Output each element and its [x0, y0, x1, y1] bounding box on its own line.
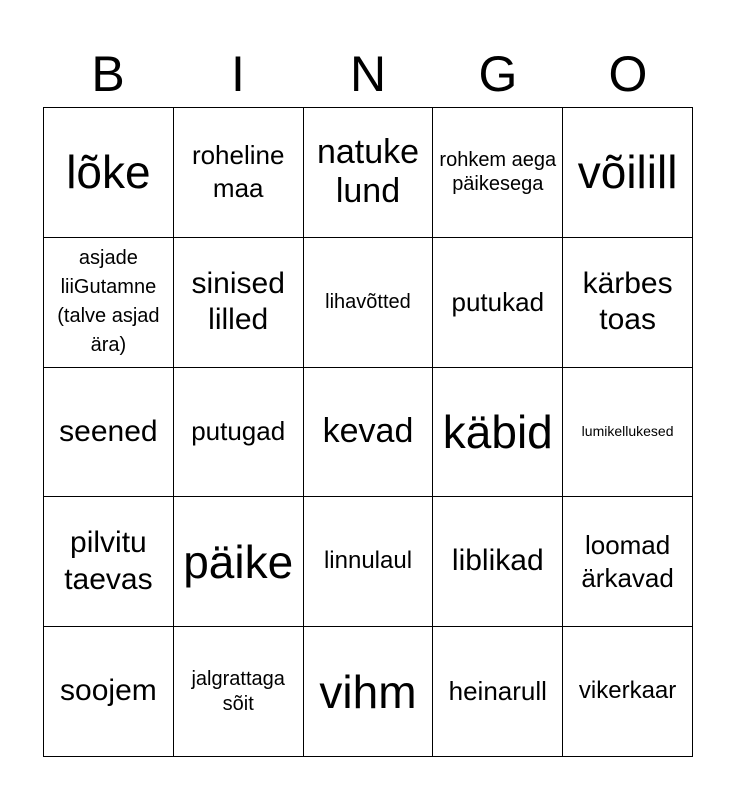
bingo-cell[interactable]: roheline maa [174, 108, 304, 238]
bingo-cell[interactable]: lihavõtted [304, 238, 434, 368]
bingo-cell[interactable]: loomad ärkavad [563, 497, 693, 627]
header-letter-g: G [478, 46, 518, 102]
bingo-cell[interactable]: linnulaul [304, 497, 434, 627]
bingo-board [43, 107, 693, 757]
bingo-cell[interactable]: käbid [433, 368, 563, 498]
bingo-cell[interactable]: jalgrattaga sõit [174, 627, 304, 757]
bingo-cell[interactable]: asjade liiGutamne (talve asjad ära) [44, 238, 174, 368]
bingo-cell[interactable]: putugad [174, 368, 304, 498]
bingo-cell[interactable]: heinarull [433, 627, 563, 757]
bingo-cell[interactable]: võilill [563, 108, 693, 238]
bingo-cell[interactable]: pilvitu taevas [44, 497, 174, 627]
bingo-cell[interactable]: lõke [44, 108, 174, 238]
bingo-cell[interactable]: soojem [44, 627, 174, 757]
bingo-cell[interactable]: päike [174, 497, 304, 627]
bingo-cell[interactable]: kärbes toas [563, 238, 693, 368]
bingo-cell[interactable]: putukad [433, 238, 563, 368]
bingo-cell[interactable]: rohkem aega päikesega [433, 108, 563, 238]
header-letter-o: O [608, 46, 648, 102]
header-letter-n: N [349, 46, 387, 102]
bingo-cell[interactable]: sinised lilled [174, 238, 304, 368]
bingo-cell[interactable]: vihm [304, 627, 434, 757]
bingo-cell[interactable]: vikerkaar [563, 627, 693, 757]
bingo-cell[interactable]: lumikellukesed [563, 368, 693, 498]
header-letter-i: I [231, 46, 245, 102]
bingo-cell[interactable]: seened [44, 368, 174, 498]
bingo-cell[interactable]: natuke lund [304, 108, 434, 238]
header-letter-b: B [91, 46, 125, 102]
bingo-cell[interactable]: kevad [304, 368, 434, 498]
bingo-header [43, 40, 693, 108]
bingo-cell[interactable]: liblikad [433, 497, 563, 627]
